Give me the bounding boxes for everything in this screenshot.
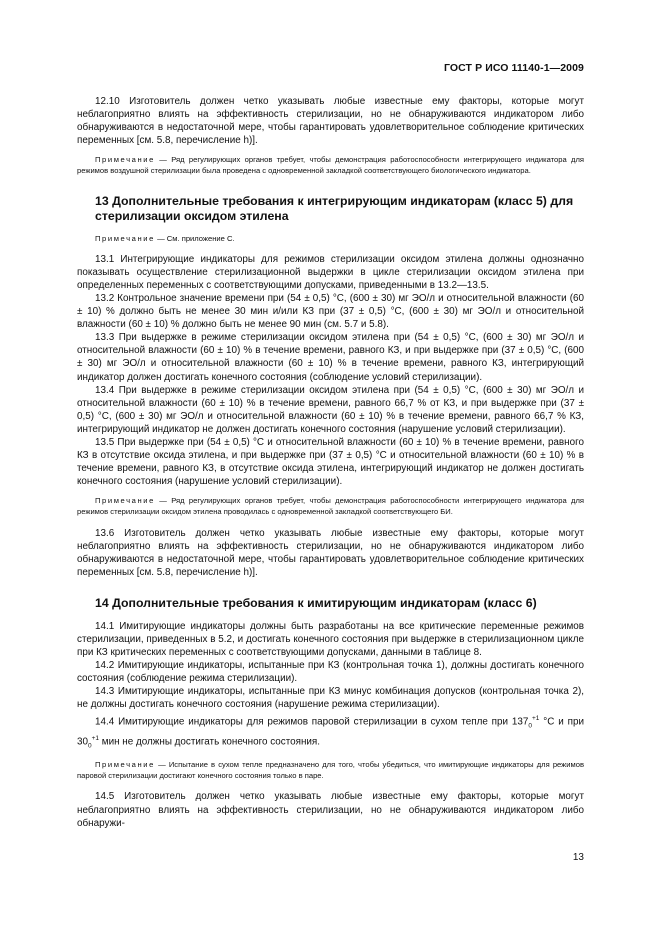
- paragraph-14-5: 14.5 Изготовитель должен четко указывать любые известные ему факторы, которые могут неблагоприятно влиять на эффективность стерилизации, но не обнаруживаются индикатором либо обнаружи-: [77, 791, 584, 829]
- paragraph-13-4: 13.4 При выдержке в режиме стерилизации оксидом этилена при (54 ± 0,5) °С, (600 ± 30) мг ЭО/л и относительной влажности (60 ± 10) % в течение времени, равного 66,7 % от КЗ, и при выдержке при (37 ± 0,5) °С, (600 ± 30) мг ЭО/л и относительной влажности (60 ± 10) % в течение времени, равного 66,7 % КЗ, интегрирующий индикатор не должен достигать конечного состояния (нарушение условий стерилизации).: [77, 384, 584, 435]
- paragraph-13-6: 13.6 Изготовитель должен четко указывать любые известные ему факторы, которые могут неблагоприятно влиять на эффективность стерилизации, но не обнаруживаются индикатором либо обнаруживаются в недостаточной мере, чтобы гарантировать удовлетворительное соблюдение критических переменных [см. 5.8, перечисление h)].: [77, 527, 584, 578]
- p14-4-sub-2: 0: [87, 742, 92, 750]
- page-body: [77, 95, 584, 830]
- note-label: Примечание: [95, 155, 155, 165]
- page-number: 13: [572, 852, 584, 863]
- p14-4-part-b: °С и при 30: [77, 715, 584, 748]
- note-label: Примечание: [95, 496, 155, 506]
- p14-4-part-a: 14.4 Имитирующие индикаторы для режимов паровой стерилизации в сухом тепле при 137: [95, 715, 529, 727]
- paragraph-14-1: 14.1 Имитирующие индикаторы должны быть разработаны на все критические переменные режимов стерилизации, приведенных в 5.2, и достигать конечного состояния при выдержке в стерилизационном цикле при КЗ критических переменных с соответствующими допусками, данными в таблице 8.: [77, 620, 584, 659]
- note-13: [77, 233, 584, 244]
- note-text: — Ряд регулирующих органов требует, чтобы демонстрация работоспособности интегрирующего индикатора для режимов стерилизации оксидом этилена проводилась с одновременной закладкой соответствующего БИ.: [77, 496, 584, 517]
- note-text: — См. приложение С.: [157, 233, 235, 243]
- document-header: ГОСТ Р ИСО 11140-1—2009: [443, 62, 584, 74]
- section-14-heading: 14 Дополнительные требования к имитирующим индикаторам (класс 6): [95, 595, 537, 610]
- note-12: [77, 154, 584, 176]
- paragraph-14-3: 14.3 Имитирующие индикаторы, испытанные при КЗ минус комбинация допусков (контрольная точка 2), не должны достигать конечного состояния (нарушение режима стерилизации).: [77, 686, 584, 711]
- p14-4-sub-1: 0: [528, 721, 533, 729]
- paragraph-14-2: 14.2 Имитирующие индикаторы, испытанные при КЗ (контрольная точка 1), должны достигать конечного состояния (соблюдение режима стерилизации).: [77, 660, 584, 685]
- note-label: Примечание: [95, 233, 155, 243]
- section-13-heading: 13 Дополнительные требования к интегрирующим индикаторам (класс 5) для стерилизации оксидом этилена: [95, 193, 574, 223]
- paragraph-13-2: 13.2 Контрольное значение времени при (54 ± 0,5) °С, (600 ± 30) мг ЭО/л и относительной влажности (60 ± 10) % должно быть не менее 30 мин и/или КЗ при (37 ± 0,5) °С, (600 ± 30) мг ЭО/л и относительной влажности (60 ± 10) % должно быть не менее 90 мин (см. 5.7 и 5.8).: [77, 292, 584, 331]
- paragraph-13-3: 13.3 При выдержке в режиме стерилизации оксидом этилена при (54 ± 0,5) °С, (600 ± 30) мг ЭО/л и относительной влажности (60 ± 10) % в течение времени, равного КЗ, и при выдержке при (37 ± 0,5) °С, (600 ± 30) мг ЭО/л и относительной влажности (60 ± 10) % в течение времени, равного КЗ, интегрирующий индикатор должен достигать конечного состояния (соблюдение условий стерилизации).: [77, 332, 584, 383]
- p14-4-part-c: мин не должны достигать конечного состояния.: [99, 736, 321, 748]
- note-14-4: [77, 759, 584, 781]
- paragraph-14-4: [77, 712, 584, 753]
- paragraph-12-10: 12.10 Изготовитель должен четко указывать любые известные ему факторы, которые могут неблагоприятно влиять на эффективность стерилизации, но не обнаруживаются индикатором либо обнаруживаются в недостаточной мере, чтобы гарантировать удовлетворительное соблюдение критических переменных [см. 5.8, перечисление h)].: [77, 96, 584, 147]
- note-text: — Испытание в сухом тепле предназначено для того, чтобы убедиться, что имитирующие индикаторы для режимов паровой стерилизации достигают конечного состояния только в паре.: [77, 760, 584, 781]
- p14-4-sup-2: +1: [91, 734, 100, 742]
- note-text: — Ряд регулирующих органов требует, чтобы демонстрация работоспособности интегрирующего индикатора для режимов воздушной стерилизации была проведена с одновременной закладкой соответствующего биологического индикатора.: [77, 155, 584, 176]
- note-13-5: [77, 495, 584, 517]
- paragraph-13-1: 13.1 Интегрирующие индикаторы для режимов стерилизации оксидом этилена должны однозначно показывать осуществление стерилизационной выдержки в цикле стерилизации оксидом этилена при определенных переменных с соответствующими допусками, приведенными в 13.2—13.5.: [77, 253, 584, 291]
- paragraph-13-5: 13.5 При выдержке при (54 ± 0,5) °С и относительной влажности (60 ± 10) % в течение времени, равного КЗ в отсутствие оксида этилена, и при выдержке при (37 ± 0,5) °С и относительной влажности (60 ± 10) % в течение времени, равного КЗ, в отсутствие оксида этилена, интегрирующий индикатор не должен достигать конечного состояния (нарушение условий стерилизации).: [77, 436, 584, 488]
- p14-4-sup-1: +1: [532, 714, 540, 722]
- note-label: Примечание: [95, 760, 155, 770]
